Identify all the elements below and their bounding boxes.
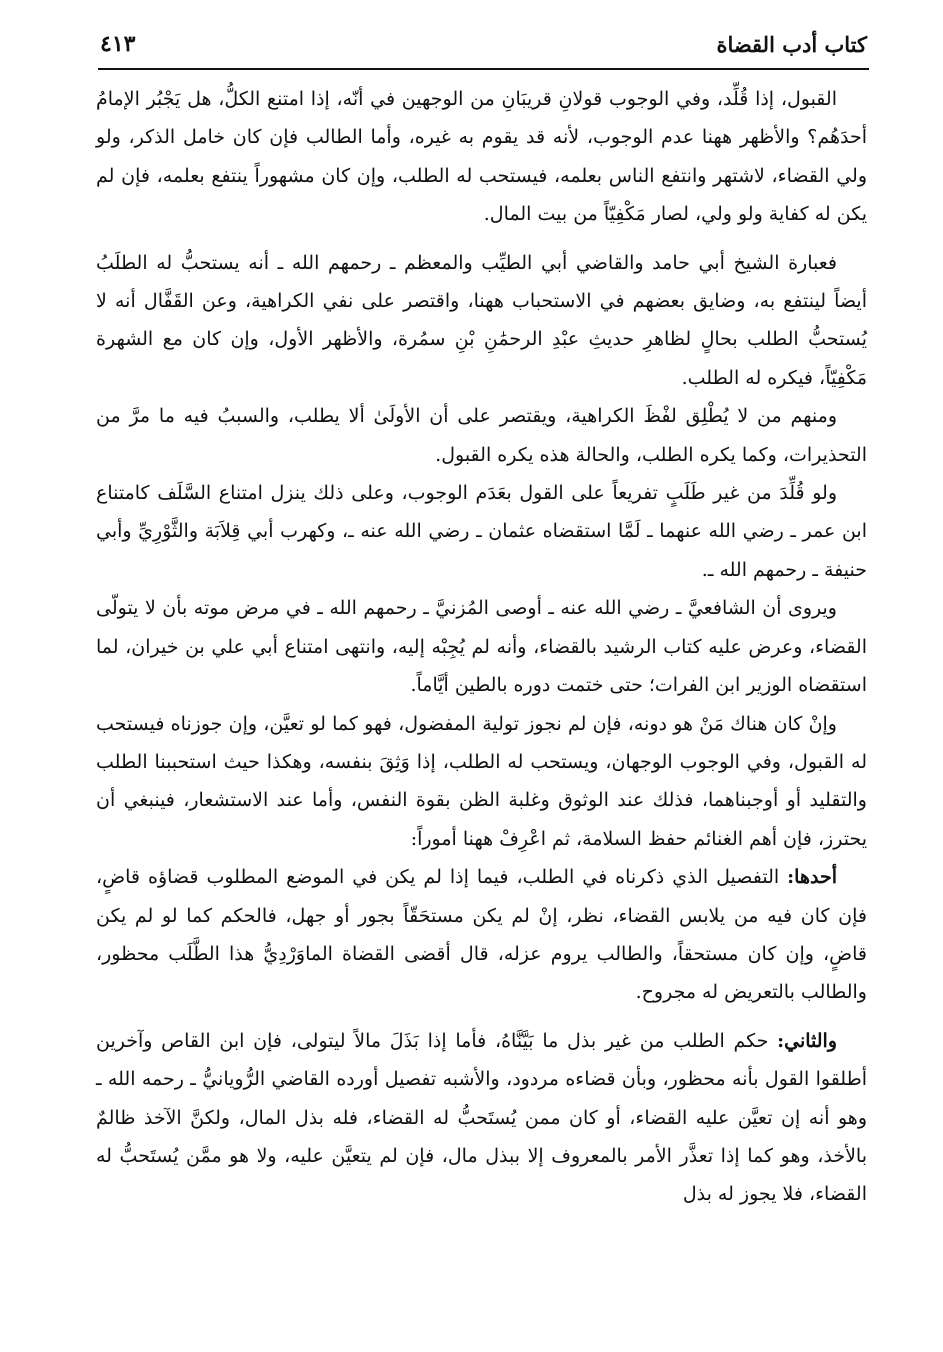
paragraph-1	[96, 80, 867, 234]
page-body	[96, 80, 867, 1214]
paragraph-text: ومنهم من لا يُطْلِق لفْظَ الكراهية، ويقتصر على أن الأولَىٰ ألا يطلب، والسببُ فيه ما مرَّ من التحذيرات، وكما يكره الطلب، والحالة هذه يكره القبول.	[96, 405, 867, 466]
paragraph-text: ويروى أن الشافعيَّ ـ رضي الله عنه ـ أوصى المُزنيَّ ـ رحمهم الله ـ في مرض موته بأن لا يتولّى القضاء، وعرض عليه كتاب الرشيد بالقضاء، وأنه لم يُجِبْه إليه، وانتهى امتناع أبي علي بن خيران، لما استقضاه الوزير ابن الفرات؛ حتى ختمت دوره بالطين أيَّاماً.	[96, 597, 867, 697]
paragraph-lead: والثاني:	[777, 1029, 837, 1052]
paragraph-7	[96, 858, 867, 1012]
paragraph-text: وإنْ كان هناك مَنْ هو دونه، فإن لم نجوز تولية المفضول، فهو كما لو تعيَّن، وإن جوزناه فيستحب له القبول، وفي الوجوب الوجهان، ويستحب له الطلب، إذا وَثِقَ بنفسه، وهكذا حيث استحببنا الطلب والتقليد أو أوجبناهما، فذلك عند الوثوق وغلبة الظن بقوة النفس، وأما عند الاستشعار، فينبغي أن يحترز، فإن أهم الغنائم حفظ السلامة، ثم اعْرِفْ ههنا أموراً:	[96, 712, 867, 850]
paragraph-6	[96, 705, 867, 859]
paragraph-4	[96, 474, 867, 589]
paragraph-text: القبول، إذا قُلِّد، وفي الوجوب قولانِ قريبَانِ من الوجهين في أنّه، إذا امتنع الكلُّ، هل يَجْبُر الإمامُ أحدَهُم؟ والأظهر ههنا عدم الوجوب، لأنه قد يقوم به غيره، وأما الطالب فإن كان خامل الذكر، ولو ولي القضاء، لاشتهر وانتفع الناس بعلمه، فيستحب له الطلب، وإن كان مشهوراً ينتفع بعلمه، فإن لم يكن له كفاية ولو ولي، لصار مَكْفِيّاً من بيت المال.	[96, 88, 867, 226]
paragraph-lead: أحدها:	[787, 866, 837, 889]
paragraph-text: التفصيل الذي ذكرناه في الطلب، فيما إذا لم يكن في الموضع المطلوب قضاؤه قاضٍ، فإن كان فيه من يلابس القضاء، نظر، إنْ لم يكن مستحَقّاً بجور أو جهل، فالحكم كما لو لم يكن قاضٍ، وإن كان مستحقاً، والطالب يروم عزله، قال أقضى القضاة الماوَرْدِيُّ هذا الطَّلَب محظور، والطالب بالتعريض له مجروح.	[96, 866, 867, 1004]
paragraph-2	[96, 244, 867, 398]
paragraph-5	[96, 589, 867, 704]
book-title: كتاب أدب القضاة	[716, 31, 867, 57]
paragraph-text: حكم الطلب من غير بذل ما بَيَّنَّاهُ، فأما إذا بَذَلَ مالاً ليتولى، فإن ابن القاص وآخرين أطلقوا القول بأنه محظور، وبأن قضاءه مردود، والأشبه تفصيل أورده القاضي الرُّويانيُّ ـ رحمه الله ـ وهو أنه إن تعيَّن عليه القضاء، أو كان ممن يُستَحبُّ له القضاء، فله بذل المال، ولكنَّ الآخذ ظالمٌ بالأخذ، وهو كما إذا تعذَّر الأمر بالمعروف إلا ببذل مال، فإن لم يتعيَّن عليه، ولا هو ممَّن يُستَحبُّ له القضاء، فلا يجوز له بذل	[96, 1029, 868, 1206]
paragraph-text: ولو قُلِّدَ من غير طَلَبٍ تفريعاً على القول بعَدَم الوجوب، وعلى ذلك ينزل امتناع السَّلَف كامتناع ابن عمر ـ رضي الله عنهما ـ لَمَّا استقضاه عثمان ـ رضي الله عنه ـ، وكهرب أبي قِلاَبَة والثَّوْرِيِّ وأبي حنيفة ـ رحمهم الله ـ.	[96, 482, 867, 581]
paragraph-3	[96, 397, 867, 474]
header-rule	[98, 68, 869, 70]
page-number: ٤١٣	[100, 31, 136, 57]
paragraph-8	[96, 1022, 867, 1214]
paragraph-text: فعبارة الشيخ أبي حامد والقاضي أبي الطيِّب والمعظم ـ رحمهم الله ـ أنه يستحبُّ له الطلَبُ أيضاً لينتفع به، وضايق بعضهم في الاستحباب ههنا، واقتصر على نفي الكراهية، وعن القَفَّال أنه لا يُستحبُّ الطلب بحالٍ لظاهرِ حديثِ عبْدِ الرحمَٰنِ بْنِ سمُرة، والأظهر الأول، وإن كان مع الشهرة مَكْفِيّاً، فيكره له الطلب.	[96, 251, 867, 389]
running-header	[100, 24, 867, 64]
